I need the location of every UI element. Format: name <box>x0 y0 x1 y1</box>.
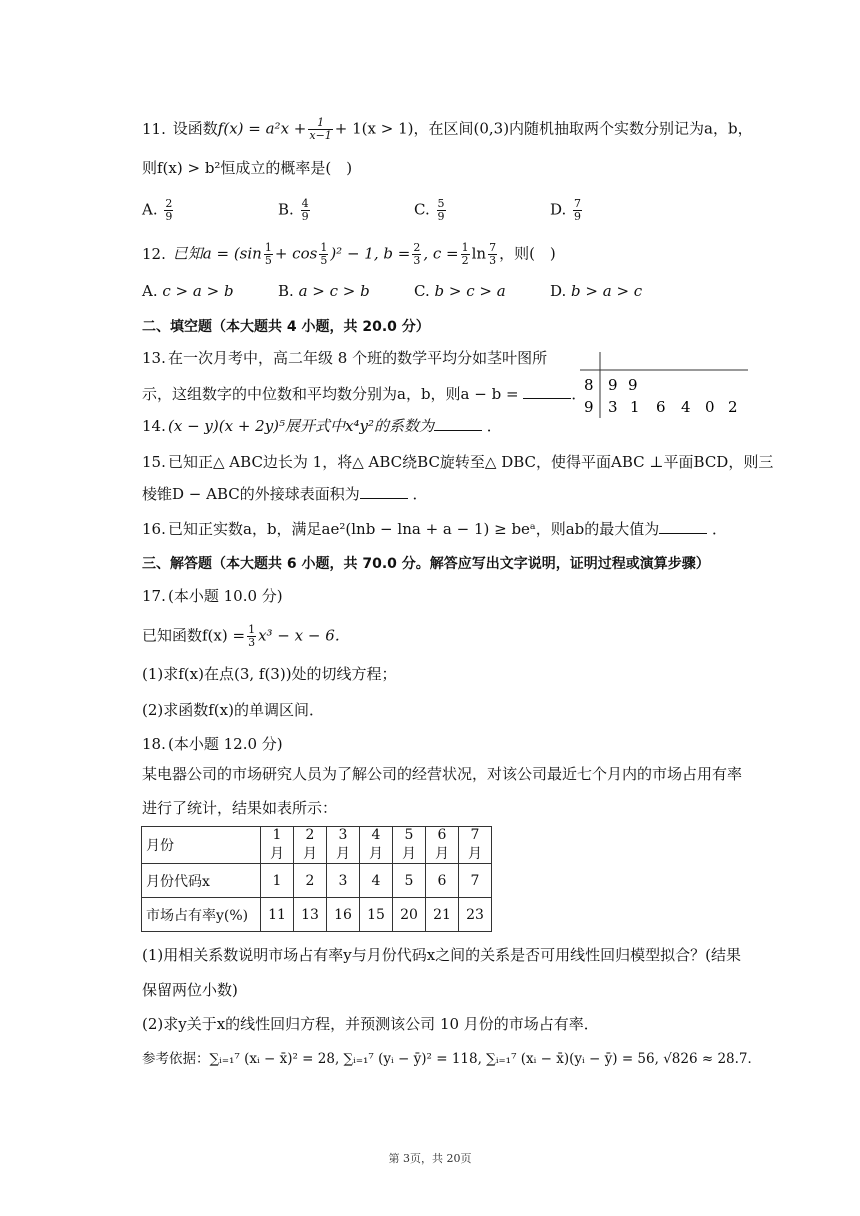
table-cell: 5 <box>393 864 426 898</box>
frac-num: 1 <box>248 623 256 636</box>
q18-score: (本小题 12.0 分) <box>168 735 283 753</box>
q12-text-d: , c = <box>423 244 459 263</box>
table-cell: 1 月 <box>261 827 294 864</box>
q11-fraction <box>308 117 332 142</box>
frac-den: 2 <box>461 254 469 267</box>
q16-text: 已知正实数a，b，满足ae²(lnb − lna + a − 1) ≥ beᵃ，则ab的最大值为 <box>168 520 660 538</box>
option-label: B. <box>278 200 294 219</box>
q17-part1: (1)求f(x)在点(3, f(3))处的切线方程； <box>142 665 397 683</box>
q15-answer-blank[interactable] <box>360 484 408 499</box>
q16-answer-blank[interactable] <box>659 519 707 534</box>
q11-line1 <box>142 117 753 142</box>
q13-line2 <box>142 384 586 404</box>
leaf-9-0: 3 <box>608 398 618 416</box>
frac-num: 7 <box>489 241 497 254</box>
table-cell: 3 月 <box>327 827 360 864</box>
frac-num: 1 <box>320 241 328 254</box>
q11-line2: 则f(x) > b²恒成立的概率是( ) <box>142 159 353 177</box>
frac-den: 3 <box>413 254 421 267</box>
table-cell: 16 <box>327 898 360 932</box>
table-cell: 2 <box>294 864 327 898</box>
table-cell: 4 <box>360 864 393 898</box>
q13-end: ． <box>571 385 587 403</box>
table-cell: 7 <box>459 864 492 898</box>
option-fraction <box>573 198 582 223</box>
section-2-heading: 二、填空题（本大题共 4 小题，共 20.0 分） <box>142 319 430 335</box>
q17-given-pre: 已知函数f(x) = <box>142 626 246 645</box>
table-row <box>142 864 492 898</box>
q11-post: + 1(x > 1)，在区间(0,3)内随机抽取两个实数分别记为a，b， <box>334 119 753 138</box>
q12-text-e: ln <box>471 244 487 263</box>
q11-func: f(x) = a²x + <box>217 119 307 138</box>
q12-text-b: + cos <box>274 244 318 263</box>
q12-frac-5 <box>488 242 497 267</box>
stem-leaf-plot <box>580 350 750 420</box>
table-cell: 23 <box>459 898 492 932</box>
q17-number: 17. <box>142 587 166 605</box>
q13-answer-blank[interactable] <box>523 384 571 399</box>
stem-9: 9 <box>584 398 594 416</box>
q15-number: 15. <box>142 453 166 471</box>
q13-text-2: 示，这组数字的中位数和平均数分别为a，b，则a − b = <box>142 385 519 403</box>
option-text: a > c > b <box>298 282 370 300</box>
q12-option-b[interactable] <box>278 281 370 301</box>
table-cell: 13 <box>294 898 327 932</box>
q12-option-c[interactable] <box>414 281 506 301</box>
option-text: c > a > b <box>162 282 234 300</box>
table-row <box>142 827 492 864</box>
q14-number: 14. <box>142 417 166 435</box>
table-cell: 3 <box>327 864 360 898</box>
q15-text: 已知正△ ABC边长为 1，将△ ABC绕BC旋转至△ DBC，使得平面ABC ⊥平面BCD，则三 <box>168 453 774 471</box>
table-cell: 1 <box>261 864 294 898</box>
q11-frac-den: x−1 <box>309 129 332 142</box>
table-row <box>142 898 492 932</box>
table-cell: 5 月 <box>393 827 426 864</box>
q12-option-a[interactable] <box>142 281 234 301</box>
q12-text-a: 已知a = (sin <box>172 244 262 263</box>
q18-part1-line1: (1)用相关系数说明市场占有率y与月份代码x之间的关系是否可用线性回归模型拟合？(结果 <box>142 946 742 964</box>
option-fraction <box>301 198 310 223</box>
q12-frac-3 <box>412 242 421 267</box>
leaf-9-3: 4 <box>681 398 691 416</box>
table-cell: 月份 <box>142 827 261 864</box>
q11-option-a[interactable] <box>142 198 175 223</box>
table-cell: 7 月 <box>459 827 492 864</box>
option-label: C. <box>414 200 430 219</box>
leaf-9-4: 0 <box>705 398 715 416</box>
q11-option-d[interactable] <box>550 198 584 223</box>
q14-line <box>142 416 502 436</box>
q18-line1: 某电器公司的市场研究人员为了解公司的经营状况，对该公司最近七个月内的市场占用有率 <box>142 765 743 783</box>
table-cell: 2 月 <box>294 827 327 864</box>
q18-part2: (2)求y关于x的线性回归方程，并预测该公司 10 月份的市场占有率． <box>142 1015 599 1033</box>
option-label: D. <box>550 200 567 219</box>
q12-frac-4 <box>461 242 470 267</box>
q18-number: 18. <box>142 735 166 753</box>
q13-text: 在一次月考中，高二年级 8 个班的数学平均分如茎叶图所 <box>168 349 548 367</box>
table-cell: 15 <box>360 898 393 932</box>
table-cell: 6 <box>426 864 459 898</box>
option-label: C. <box>414 282 430 300</box>
q15-end: ． <box>412 485 428 503</box>
page-footer: 第 3页，共 20页 <box>388 1152 472 1165</box>
q18-line2: 进行了统计，结果如表所示： <box>142 799 338 817</box>
q12-frac-1 <box>264 242 273 267</box>
q16-line <box>142 519 727 539</box>
frac-num: 4 <box>301 197 309 210</box>
option-fraction <box>164 198 173 223</box>
q15-line1 <box>142 452 773 472</box>
q17-fraction <box>247 624 256 649</box>
option-label: A. <box>142 282 158 300</box>
q17-given <box>142 624 350 649</box>
q18-header <box>142 734 283 754</box>
frac-den: 3 <box>248 636 256 649</box>
q17-part2: (2)求函数f(x)的单调区间． <box>142 701 324 719</box>
table-cell: 市场占有率y(%) <box>142 898 261 932</box>
leaf-9-2: 6 <box>656 398 666 416</box>
q15-line2 <box>142 484 428 504</box>
q18-part1-line2: 保留两位小数) <box>142 981 238 999</box>
frac-num: 1 <box>264 241 272 254</box>
q11-frac-num: 1 <box>308 117 332 130</box>
q12-text-f: ，则( ) <box>499 244 556 263</box>
frac-num: 2 <box>165 197 173 210</box>
frac-den: 9 <box>165 210 173 223</box>
table-cell: 11 <box>261 898 294 932</box>
q12-number: 12. <box>142 244 166 263</box>
q12-option-d[interactable] <box>550 281 642 301</box>
frac-den: 3 <box>489 254 497 267</box>
q11-pre: 设函数 <box>172 119 218 138</box>
option-label: D. <box>550 282 567 300</box>
q14-end: ． <box>486 417 502 435</box>
q14-text: (x − y)(x + 2y)⁵展开式中x⁴y²的系数为 <box>168 417 435 435</box>
q11-option-c[interactable] <box>414 198 448 223</box>
q17-score: (本小题 10.0 分) <box>168 587 283 605</box>
frac-num: 7 <box>574 197 582 210</box>
leaf-8-0: 9 <box>608 376 618 394</box>
q11-option-b[interactable] <box>278 198 312 223</box>
table-cell: 6 月 <box>426 827 459 864</box>
option-text: b > a > c <box>571 282 643 300</box>
market-share-table <box>141 826 492 932</box>
frac-num: 5 <box>437 197 445 210</box>
q18-reference: 参考依据：∑ᵢ₌₁⁷ (xᵢ − x̄)² = 28, ∑ᵢ₌₁⁷ (yᵢ − ȳ)² = 118, ∑ᵢ₌₁⁷ (xᵢ − x̄)(yᵢ − ȳ) = 56, √826 ≈ 28.7． <box>142 1051 762 1067</box>
frac-num: 2 <box>413 241 421 254</box>
q14-answer-blank[interactable] <box>434 416 482 431</box>
frac-den: 9 <box>301 210 309 223</box>
stem-8: 8 <box>584 376 594 394</box>
leaf-8-1: 9 <box>628 376 638 394</box>
q12-line1 <box>142 242 556 267</box>
q12-frac-2 <box>319 242 328 267</box>
frac-den: 5 <box>320 254 328 267</box>
q16-end: ． <box>712 520 728 538</box>
q12-text-c: )² − 1, b = <box>330 244 411 263</box>
q17-given-post: x³ − x − 6． <box>258 626 350 645</box>
table-cell: 21 <box>426 898 459 932</box>
q16-number: 16. <box>142 520 166 538</box>
q17-header <box>142 586 283 606</box>
option-fraction <box>437 198 446 223</box>
frac-num: 1 <box>461 241 469 254</box>
table-cell: 20 <box>393 898 426 932</box>
leaf-9-5: 2 <box>728 398 738 416</box>
leaf-9-1: 1 <box>630 398 640 416</box>
frac-den: 9 <box>437 210 445 223</box>
table-cell: 4 月 <box>360 827 393 864</box>
q15-text-2: 棱锥D − ABC的外接球表面积为 <box>142 485 360 503</box>
section-3-heading: 三、解答题（本大题共 6 小题，共 70.0 分。解答应写出文字说明，证明过程或演算步骤） <box>142 556 710 572</box>
frac-den: 5 <box>264 254 272 267</box>
frac-den: 9 <box>574 210 582 223</box>
option-label: A. <box>142 200 158 219</box>
q13-line1 <box>142 348 547 368</box>
option-label: B. <box>278 282 294 300</box>
q11-number: 11. <box>142 119 166 138</box>
option-text: b > c > a <box>434 282 506 300</box>
q13-number: 13. <box>142 349 166 367</box>
table-cell: 月份代码x <box>142 864 261 898</box>
